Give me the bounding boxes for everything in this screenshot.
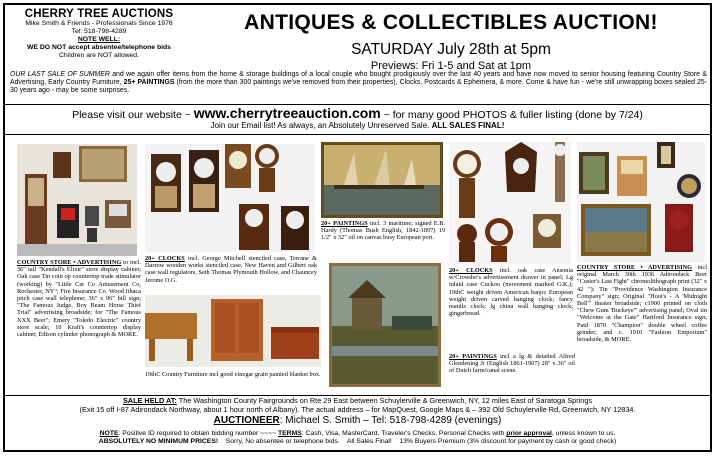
clocks2-text: incl. oak case Ansonia w/Crowder's advertisement drawer in panel; Lg inlaid case Cuckoo (movement marked G.K.); 19thC weight driven American banjo; European weight driven carved hanging clock; fancy mantle clock; lg china wall hanging clock; gingerbread. xyxy=(449,267,573,318)
website-line xyxy=(9,106,706,122)
paintings2-title: 20+ PAINTINGS xyxy=(449,353,497,360)
paintings2-text: incl a lg & detailed Alfred Glendening Jr (English 1861-1907) 28" x 36" oil of Dutch farm/canal scene. xyxy=(449,353,576,375)
auctioneer-label: AUCTIONEER xyxy=(213,415,280,426)
clocks-photo xyxy=(145,144,315,252)
divider xyxy=(5,134,710,135)
no-absentee-bids: Sorry, No absentee or telephone bids. xyxy=(225,438,340,445)
no-children-note: Children are NOT allowed. xyxy=(59,52,139,59)
buyers-premium: 13% Buyers Premium (3% discount for payment by cash or good check) xyxy=(399,438,617,445)
note-text: : Positive ID required to obtain bidding number xyxy=(118,430,259,437)
clocks-caption xyxy=(145,255,317,284)
country-store-caption-2 xyxy=(577,264,707,343)
company-name: CHERRY TREE AUCTIONS xyxy=(24,8,174,20)
furniture-caption: 19thC Country Furniture incl good vinegar grain painted blanket box. xyxy=(145,371,321,378)
furniture-photo xyxy=(145,295,321,367)
maritime-painting-photo xyxy=(321,142,443,218)
all-sales-final: ALL SALES FINAL! xyxy=(431,121,505,130)
paintings-text: incl. 3 maritime; signed E.B. Hardy (Thomas Bush English, 1842-1897) 19 1/2" x 32" oil on canvas busy European port. xyxy=(321,220,445,242)
country-store-title-1: COUNTRY STORE • ADVERTISING xyxy=(17,259,122,266)
paintings-title: 20+ PAINTINGS xyxy=(321,220,368,227)
clocks-title: 20+ CLOCKS xyxy=(145,255,185,262)
blurb-paintings: 25+ PAINTINGS xyxy=(123,79,175,87)
sale-location xyxy=(9,397,706,414)
blurb-lead: OUR LAST SALE OF SUMMER xyxy=(10,71,110,78)
blurb-text-1: and we again offer items from the home & storage buildings of a local couple who bought prodigiously over the last 40 years and have now moved to senior housing featuring Country Store & Advertising, Early Country Furniture, xyxy=(10,71,707,87)
email-list-text: Join our Email list! As always, an Absolutely Unreserved Sale. xyxy=(210,121,430,130)
website-prefix: Please visit our website ~ xyxy=(72,109,194,121)
sale-date: SATURDAY July 28th at 5pm xyxy=(351,41,551,58)
email-line xyxy=(9,121,706,131)
auction-flyer xyxy=(3,3,712,452)
country-store-text-1: to incl. 36" tall "Kendall's Elixir" store display cabinet; Oak case Tin coin op countertop trade stimulator (working) by "Little Car Co Amusement Co, Rochester, NY"; Fire Insurance Co. Wood Ithaca pitch case wall telephone; 36" x 96" bill sign; "The Famous Judge, Boy Beam Horse Thief Trial" advertising broadside; for "The Famous XXX Beer"; Emery "Toledo Electric" country store scale; 10 Kraft's countertop display cabinet; Edison cylinder phonograph & MORE. xyxy=(17,259,141,339)
terms-text: : Cash, Visa, MasterCard, Traveler's Checks, Personal Checks with xyxy=(301,430,507,437)
company-subtitle: Mike Smith & Friends - Professionals Since 1976 xyxy=(25,20,173,27)
paintings-caption xyxy=(321,220,445,242)
sale-held-directions: (Exit 15 off I-87 Adirondack Northway, about 1 hour north of Albany). The actual address – for MapQuest, Google Maps & – 392 Old Schuylerville Rd, Greenwich, NY 12834. xyxy=(79,404,636,414)
terms-tail: , unless known to us. xyxy=(551,430,616,437)
clocks-text: incl. George Mitchell stenciled case, Terrane & Darrow wooden works stenciled case, New Haven and Gilbert oak case wall regulators, Seth Thomas Plymouth Hollow, and Chauncey Jerome O.G. xyxy=(145,255,317,284)
terms-block xyxy=(9,430,706,446)
sale-held-text: The Washington County Fairgrounds on Rte 29 East between Schuylerville & Greenwich, NY, 12 miles East of Saratoga Springs xyxy=(176,396,593,405)
company-phone: Tel: 518-798-4289 xyxy=(71,28,127,35)
sale-description xyxy=(10,71,707,96)
sale-held-label: SALE HELD AT: xyxy=(122,396,177,405)
no-absentee-note: WE DO NOT accept absentee/telephone bids xyxy=(27,44,171,51)
country-store-title-2: COUNTRY STORE • ADVERTISING xyxy=(577,264,693,271)
no-minimum-prices: ABSOLUTELY NO MINIMUM PRICES! xyxy=(98,438,219,445)
farm-painting-photo xyxy=(329,263,441,387)
website-url[interactable]: www.cherrytreeauction.com xyxy=(193,105,381,121)
note-label: NOTE xyxy=(99,430,119,437)
advertising-photo xyxy=(577,142,705,262)
company-block xyxy=(9,8,189,60)
blurb-text-2: (from the more than 300 paintings we've removed from their properties), Clocks, Postcards & Ephemera, & more. Come & have fun - we're still unwrapping boxes sealed 25-30 years ago - may be some surprises. xyxy=(10,79,708,95)
all-sales-final-footer: All Sales Final! xyxy=(346,438,392,445)
country-store-text-2: incl original March 30th 1936 Adirondack Beer "Custer's Last Fight" chromolithograph print (32" x 42 "); Tin "Providence Washington Insurance Company" sign; Original "Hoot's - A 'Midnight Bell'" theater broadside; c1900 printed on cloth "Chew Gum 'Buckeye'" advertising panel; Oval tin "Welcome at the Gate" Hartford Insurance sign; Patd 1870 "Champion" double wheel coffee grinder; and c. 1910 "Fashion Emporium" broadside, & MORE. xyxy=(577,264,707,344)
country-store-caption-1 xyxy=(17,259,141,338)
wall-clocks-photo xyxy=(449,142,571,264)
terms-label: TERMS xyxy=(277,430,302,437)
terms-separator: ~~~~ xyxy=(260,430,277,437)
auctioneer-text: : Michael S. Smith – Tel: 518-798-4289 (evenings) xyxy=(279,415,502,426)
country-store-photo xyxy=(17,144,137,256)
auctioneer-line xyxy=(9,415,706,427)
headline: ANTIQUES & COLLECTIBLES AUCTION! xyxy=(244,11,658,34)
paintings2-caption xyxy=(449,353,575,375)
clocks2-caption xyxy=(449,267,573,317)
prior-approval: prior approval xyxy=(506,430,552,437)
note-well-label: NOTE WELL: xyxy=(77,36,121,43)
clocks2-title: 20+ CLOCKS xyxy=(449,267,493,274)
preview-times: Previews: Fri 1-5 and Sat at 1pm xyxy=(370,60,532,72)
website-suffix: ~ for many good PHOTOS & fuller listing (done by 7/24) xyxy=(380,109,643,121)
